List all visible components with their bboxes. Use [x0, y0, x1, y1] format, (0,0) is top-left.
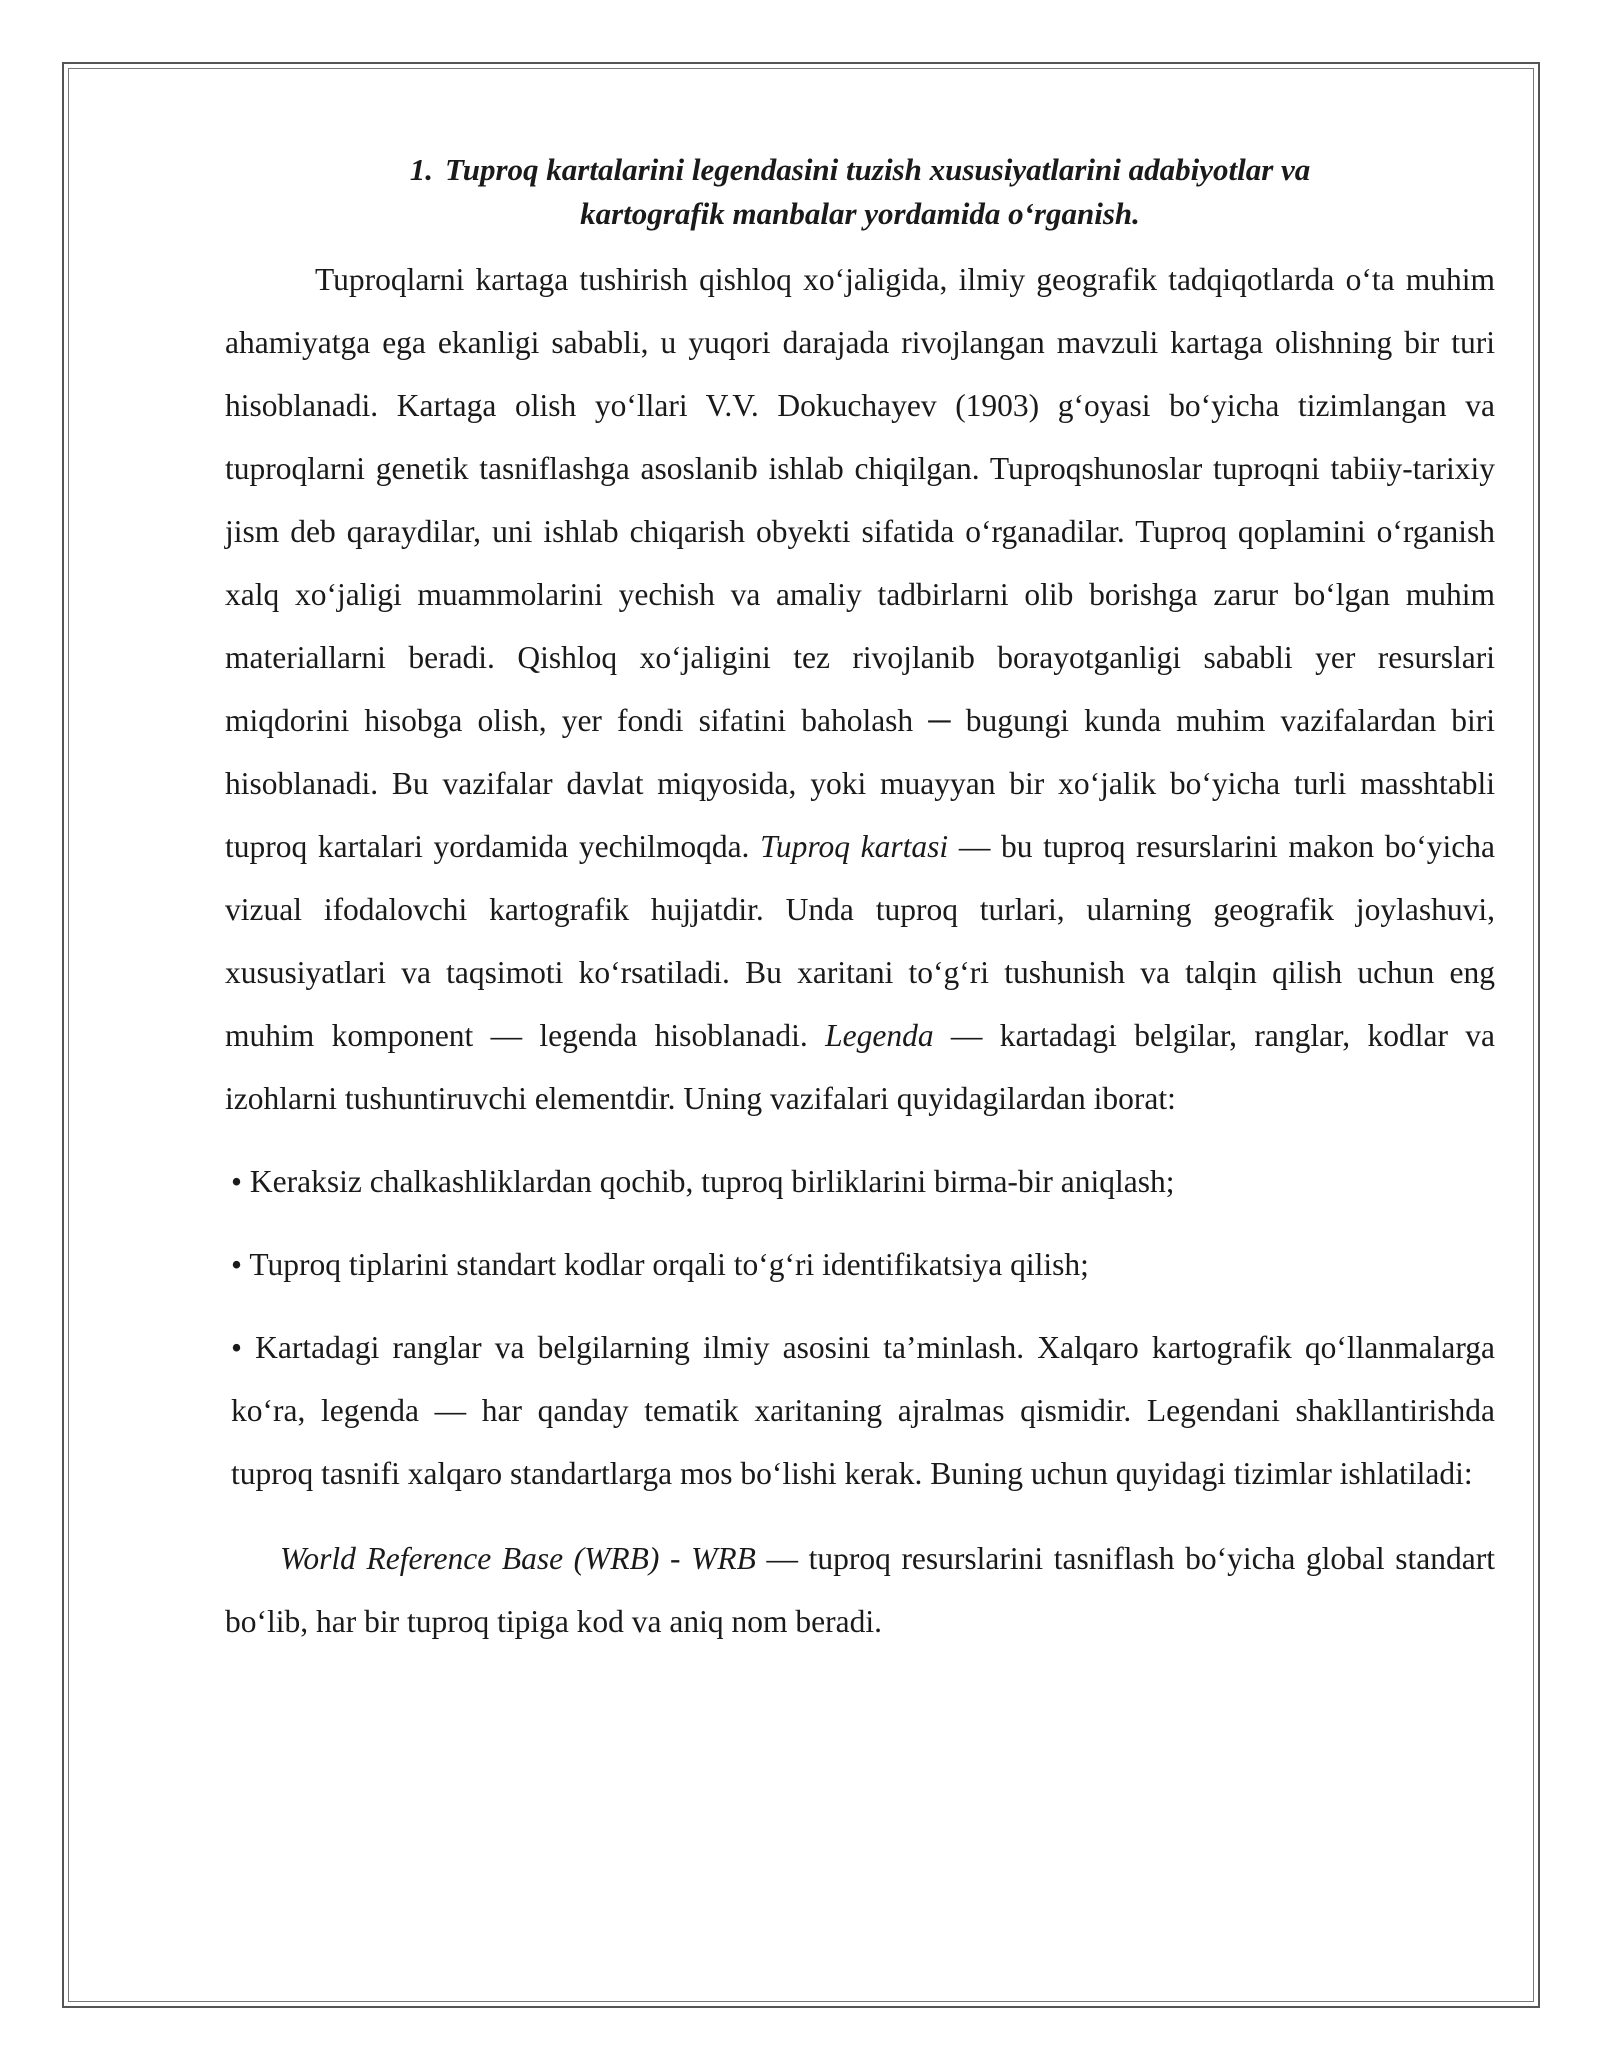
term-wrb: World Reference Base (WRB) - WRB [280, 1541, 756, 1576]
bullet-item-3: • Kartadagi ranglar va belgilarning ilmiy asosini ta’minlash. Xalqaro kartografik qo‘llanmalarga ko‘ra, legenda — har qanday tematik xaritaning ajralmas qismidir. Legendani shakllantirishda tuproq tasnifi xalqaro standartlarga mos bo‘lishi kerak. Buning uchun quyidagi tizimlar ishlatiladi: [231, 1330, 1495, 1491]
paragraph-intro-text-a: Tuproqlarni kartaga tushirish qishloq xo‘jaligida, ilmiy geografik tadqiqotlarda o‘ta muhim ahamiyatga ega ekanligi sababli, u yuqori darajada rivojlangan mavzuli kartaga olishning bir turi hisoblanadi. Kartaga olish yo‘llari V.V. Dokuchayev (1903) g‘oyasi bo‘yicha tizimlangan va tuproqlarni genetik tasniflashga asoslanib ishlab chiqilgan. Tuproqshunoslar tuproqni tabiiy-tarixiy jism deb qaraydilar, uni ishlab chiqarish obyekti sifatida o‘rganadilar. Tuproq qoplamini o‘rganish xalq xo‘jaligi muammolarini yechish va amaliy tadbirlarni olib borishga zarur bo‘lgan muhim materiallarni beradi. Qishloq xo‘jaligini tez rivojlanib borayotganligi sababli yer resurslari miqdorini hisobga olish, yer fondi sifatini baholash ─ bugungi kunda muhim vazifalardan biri hisoblanadi. Bu vazifalar davlat miqyosida, yoki muayyan bir xo‘jalik bo‘yicha turli masshtabli tuproq kartalari yordamida yechilmoqda. [225, 262, 1495, 864]
term-tuproq-kartasi: Tuproq kartasi [760, 829, 949, 864]
paragraph-wrb [225, 1527, 1495, 1653]
section-heading [225, 148, 1495, 236]
document-body [225, 148, 1495, 1653]
heading-text-1: Tuproq kartalarini legendasini tuzish xususiyatlarini adabiyotlar va [444, 152, 1311, 187]
heading-number: 1. [409, 152, 433, 187]
paragraph-intro-text-c: — kartadagi belgilar, ranglar, kodlar va izohlarni tushuntiruvchi elementdir. Uning vazifalari quyidagilardan iborat: [225, 1018, 1495, 1116]
bullet-item-2: • Tuproq tiplarini standart kodlar orqali to‘g‘ri identifikatsiya qilish; [231, 1247, 1089, 1282]
heading-line-1 [225, 148, 1495, 192]
term-legenda: Legenda [825, 1018, 934, 1053]
paragraph-wrb-text: — tuproq resurslarini tasniflash bo‘yicha global standart bo‘lib, har bir tuproq tipiga kod va aniq nom beradi. [225, 1541, 1495, 1639]
heading-line-2: kartografik manbalar yordamida o‘rganish. [580, 196, 1140, 231]
paragraph-intro-text-b: — bu tuproq resurslarini makon bo‘yicha vizual ifodalovchi kartografik hujjatdir. Unda tuproq turlari, ularning geografik joylashuvi, xususiyatlari va taqsimoti ko‘rsatiladi. Bu xaritani to‘g‘ri tushunish va talqin qilish uchun eng muhim komponent — legenda hisoblanadi. [225, 829, 1496, 1053]
bullet-item-1: • Keraksiz chalkashliklardan qochib, tuproq birliklarini birma-bir aniqlash; [231, 1164, 1175, 1199]
paragraph-intro [225, 248, 1495, 1130]
